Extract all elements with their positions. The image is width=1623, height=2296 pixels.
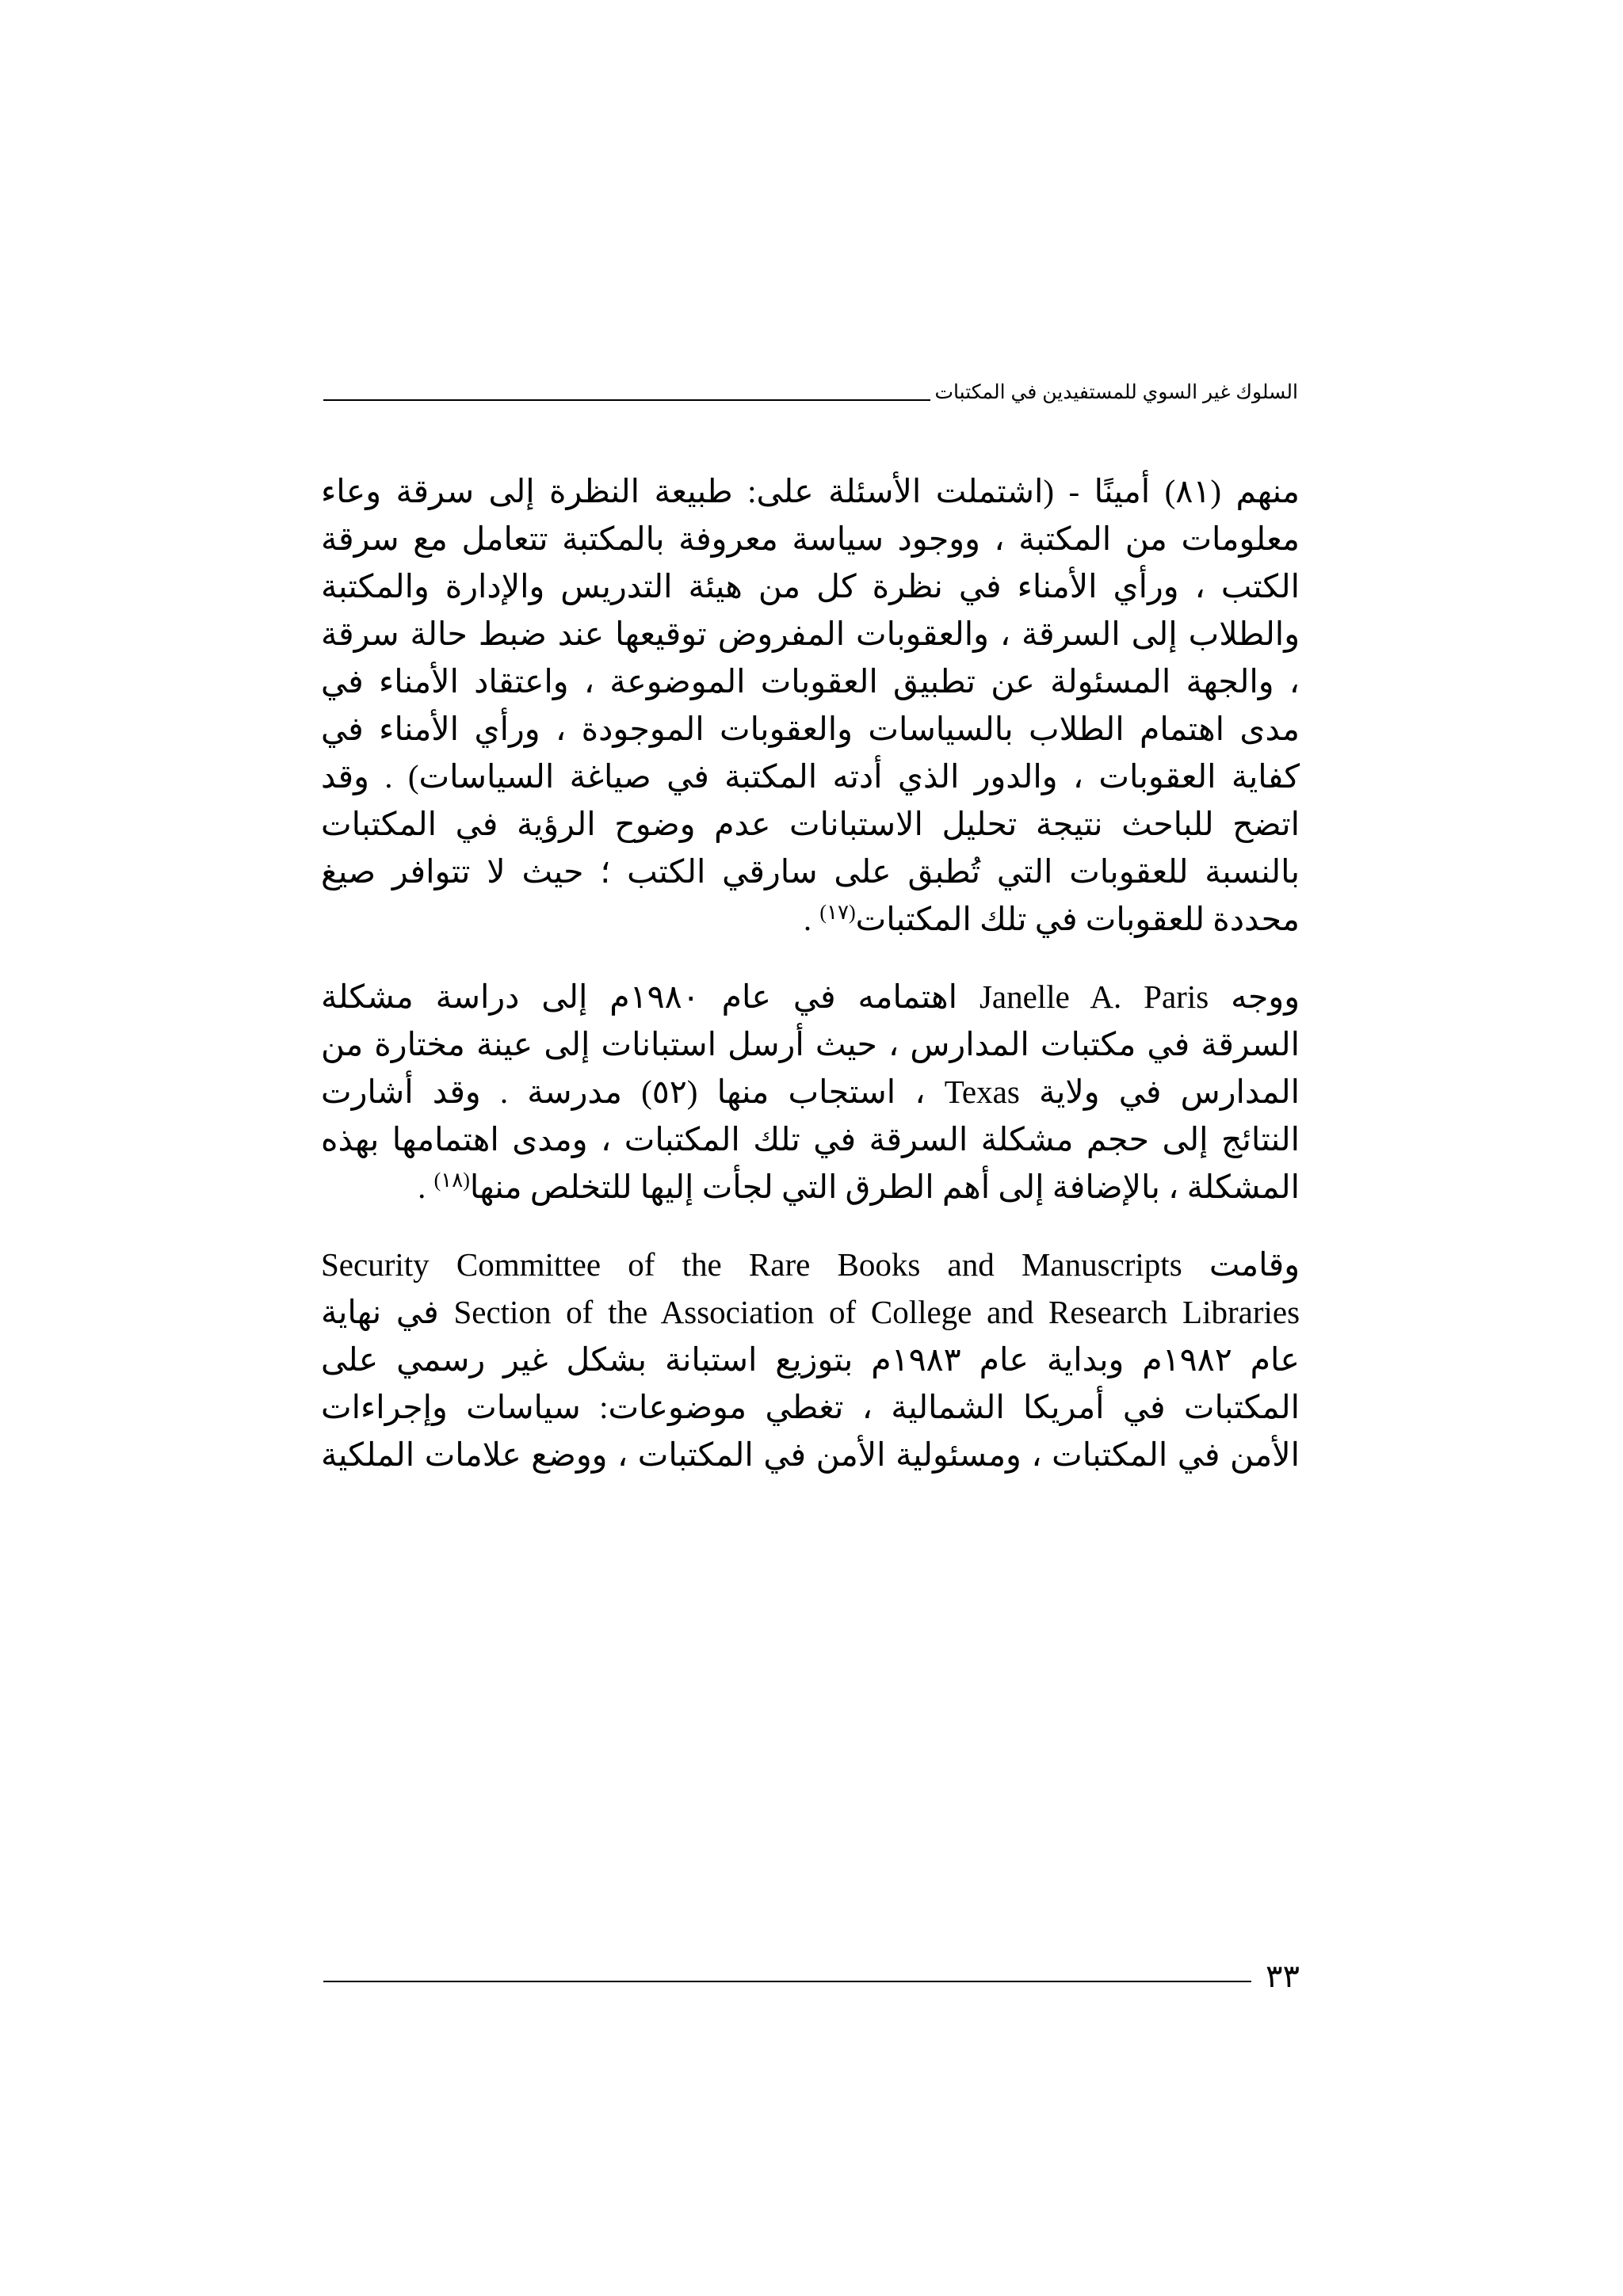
text-line: المكتبات في أمريكا الشمالية ، تغطي موضوعات: سياسات وإجراءات [321,1389,1300,1425]
text-line: النتائج إلى حجم مشكلة السرقة في تلك المكتبات ، ومدى اهتمامها بهذه [321,1121,1300,1158]
text-line: مدى اهتمام الطلاب بالسياسات والعقوبات الموجودة ، ورأي الأمناء في [321,711,1300,747]
committee-name: Security Committee of the Rare Books and Manuscripts [321,1246,1182,1283]
sentence-end: . [418,1169,434,1205]
text-line [321,1068,1300,1116]
text-line [321,1241,1300,1288]
paragraph-1 [321,467,1300,943]
text-line [321,973,1300,1020]
line-end: في نهاية [321,1294,439,1330]
text-line: ، والجهة المسئولة عن تطبيق العقوبات الموضوعة ، واعتقاد الأمناء في [321,663,1300,700]
body-text [321,467,1300,1478]
text-line: السرقة في مكتبات المدارس ، حيث أرسل استبانات إلى عينة مختارة من [321,1026,1300,1062]
text-line [321,1288,1300,1336]
footnote-ref-17[interactable]: (١٧) [819,901,856,924]
line-end: ، استجاب منها (٥٢) مدرسة . وقد أشارت [321,1074,926,1110]
paragraph-2 [321,973,1300,1211]
text-line: معلومات من المكتبة ، ووجود سياسة معروفة بالمكتبة تتعامل مع سرقة [321,521,1300,557]
text-line: عام ١٩٨٢م وبداية عام ١٩٨٣م بتوزيع استبانة بشكل غير رسمي على [321,1341,1300,1378]
text-line: كفاية العقوبات ، والدور الذي أدته المكتبة في صياغة السياسات) . وقد [321,758,1300,795]
line-start: ووجه [1231,978,1300,1015]
running-header-title: السلوك غير السوي للمستفيدين في المكتبات [934,381,1298,403]
sentence-end: . [803,901,820,937]
text-line-last [321,1163,1300,1211]
footer-rule [323,1981,1251,1982]
header-rule [323,399,930,401]
text-line-last [321,895,1300,943]
text-line: اتضح للباحث نتيجة تحليل الاستبانات عدم وضوح الرؤية في المكتبات [321,806,1300,842]
page-footer [323,1957,1300,1997]
line-start: المدارس في ولاية [1038,1074,1300,1110]
text-line: الأمن في المكتبات ، ومسئولية الأمن في المكتبات ، ووضع علامات الملكية [321,1436,1300,1473]
footnote-ref-18[interactable]: (١٨) [433,1169,470,1192]
text-line: منهم (٨١) أمينًا - (اشتملت الأسئلة على: طبيعة النظرة إلى سرقة وعاء [321,473,1300,509]
line-start: وقامت [1209,1246,1300,1283]
page-number: ٣٣ [1266,1958,1300,1994]
line-end: اهتمامه في عام ١٩٨٠م إلى دراسة مشكلة [321,978,958,1015]
text-line: الكتب ، ورأي الأمناء في نظرة كل من هيئة التدريس والإدارة والمكتبة [321,568,1300,605]
last-line-text: المشكلة ، بالإضافة إلى أهم الطرق التي لجأت إليها للتخلص منها [469,1169,1300,1205]
association-name: Section of the Association of College and Research Libraries [453,1294,1300,1330]
running-header [323,372,1298,404]
text-line: بالنسبة للعقوبات التي تُطبق على سارقي الكتب ؛ حيث لا تتوافر صيغ [321,853,1300,890]
author-name: Janelle A. Paris [979,978,1209,1015]
state-name: Texas [944,1074,1020,1110]
last-line-text: محددة للعقوبات في تلك المكتبات [855,901,1300,937]
paragraph-3 [321,1241,1300,1478]
text-line: والطلاب إلى السرقة ، والعقوبات المفروض توقيعها عند ضبط حالة سرقة [321,616,1300,652]
